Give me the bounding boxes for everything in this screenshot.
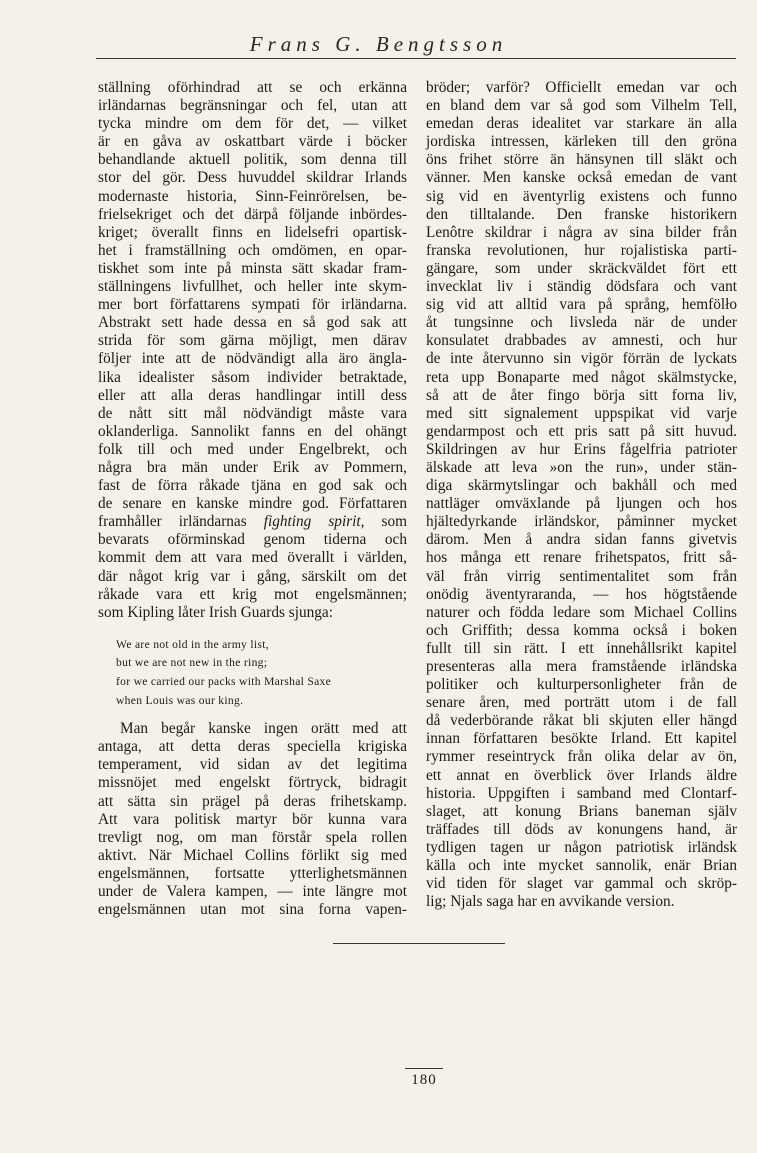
text-line: rymmer reseintryck från olika delar av ön, (426, 748, 737, 766)
text-line: franska revolutionen, hur rojalistiska parti- (426, 241, 737, 259)
text-line: sig vid att alltid vara på språng, hemfölło (426, 296, 737, 314)
text-line: bevarats oförminskad genom tiderna och (98, 531, 407, 549)
text-line: politiker och kulturpersonligheter från de (426, 676, 737, 694)
right-column (426, 79, 737, 911)
text-line: sig vid en äventyrlig existens och funno (426, 187, 737, 205)
text-line: gängare, som under skräckväldet fört ett (426, 259, 737, 277)
poem-line: We are not old in the army list, (116, 637, 269, 651)
text-line: kommit dem att vara med överallt i världen, (98, 549, 407, 567)
text-line: gendarmpost och ett pris satt på sitt huvud. (426, 422, 737, 440)
text-line: engelsmännen, fortsatte ytterlighetsmännen (98, 864, 407, 882)
text-line: tiskhet som inte på minsta sätt skadar fram- (98, 259, 407, 277)
text-line: bröder; varför? Officiellt emedan var och (426, 79, 737, 96)
text-line: mer bort författarens sympati för irländarna. (98, 296, 407, 314)
poem-line: for we carried our packs with Marshal Saxe (116, 675, 332, 688)
text-line: strida för som gärna möjligt, men därav (98, 332, 407, 350)
text-line: innan författaren besökte Irland. Ett kapitel (426, 730, 737, 748)
text-line: därom. Men å andra sidan fanns givetvis (426, 531, 737, 549)
text-line: några bra män under Erik av Pommern, (98, 458, 407, 476)
text-line: en bland dem var så god som Vilhelm Tell, (426, 97, 737, 115)
text-line: öns frihet större än hänsynen till släkt och (426, 151, 737, 169)
text-line: diga skärmytslingar och bakhåll och med (426, 477, 737, 495)
text-fragment: som (364, 513, 407, 531)
running-head-author: Frans G. Bengtsson (249, 32, 508, 56)
text-line: jordiska intressen, kärleken till den gröna (426, 133, 737, 151)
text-line: nattläger omväxlande på ljungen och hos (426, 495, 737, 513)
left-paragraph-1 (98, 79, 407, 622)
text-line: fast de förra råkade tjäna en god sak och (98, 477, 407, 495)
text-line: då vederbörande råkat bli skjuten eller hängd (426, 712, 737, 730)
text-line: tydligen tagen ur någon patriotisk irländsk (426, 838, 737, 856)
text-line: källa och inte mycket sannolik, enär Brian (426, 857, 737, 875)
text-fragment: framhåller irländarnas (98, 513, 264, 531)
page-number: 180 (411, 1072, 437, 1088)
text-line: het i framställning och omdömen, en opar- (98, 241, 407, 259)
text-line: lig; Njals saga har en avvikande version. (426, 893, 675, 911)
text-line: älskade att leva »on the run», under stän- (426, 458, 737, 476)
text-line: irländarnas begränsningar och fel, utan att (98, 97, 407, 115)
text-line: är en gåva av oskattbart värde i böcker (98, 133, 407, 151)
right-paragraph (426, 79, 737, 911)
text-line: behandlande aktuell politik, som denna till (98, 151, 407, 169)
text-line: Abstrakt sett hade dessa en så god sak att (98, 314, 407, 332)
text-line: aktivt. När Michael Collins förlikt sig med (98, 846, 407, 864)
text-line: engelsmännen utan mot sina forna vapen- (98, 901, 407, 919)
text-line: Skildringen av hur Erins fågelfria patrioter (426, 440, 737, 458)
text-line: Lenôtre skildrar i några av sina bilder från (426, 223, 737, 241)
text-line: stor del gör. Dess huvuddel skildrar Irlands (98, 169, 407, 187)
text-line: oklanderliga. Sannolikt fanns en del ohängt (98, 422, 407, 440)
text-line: konsulatet drabbades av amnesti, och hur (426, 332, 737, 350)
text-line: onödig äventyraranda, — hos högtstående (426, 585, 737, 603)
text-line: missnöjet med engelskt förtryck, bidragit (98, 774, 407, 792)
text-line: så att de åter fingo börja sitt forna liv, (426, 386, 737, 404)
text-line: hjältedyrkande irländskor, påminner mycket (426, 513, 737, 531)
text-line: slaget, att konung Brians baneman själv (426, 802, 737, 820)
text-line: de senare en kanske mindre god. Författaren (98, 495, 407, 513)
poem-line: but we are not new in the ring; (116, 656, 268, 670)
text-line: vänner. Men kanske också emedan de vant (426, 169, 737, 187)
left-column (98, 79, 407, 919)
text-line: Man begår kanske ingen orätt med att (120, 720, 407, 738)
article-end-rule (333, 943, 505, 944)
text-line: som Kipling låter Irish Guards sjunga: (98, 603, 333, 621)
text-line: Att vara politisk martyr bör kunna vara (98, 810, 407, 828)
text-line: presenteras alla mera framstående irländska (426, 658, 737, 675)
text-line: trevligt nog, om man förstår spela rollen (98, 828, 407, 846)
text-line: reta upp Bonaparte med något skälmstycke, (426, 368, 737, 386)
text-line: råkade vara ett krig mot engelsmännen; (98, 585, 407, 603)
text-line: invecklat liv i ständig dödsfara och vant (426, 278, 737, 296)
text-line: frielsekriget och det därpå följande inbördes- (98, 205, 407, 223)
header-rule (96, 58, 736, 59)
text-line: ett annat en överblick över Irlands äldre (426, 766, 737, 784)
text-line: naturer och födda ledare som Michael Collins (426, 603, 737, 621)
text-line-with-italic (98, 513, 407, 531)
text-line: antaga, att detta deras speciella krigiska (98, 738, 407, 756)
text-line: följer inte att de nödvändigt alla äro ängla- (98, 350, 407, 368)
text-line: de inte återvunno sin vigör förrän de lyckats (426, 350, 737, 368)
text-line: att sätta sin prägel på deras frihetskamp. (98, 792, 407, 810)
text-line: temperament, vid sidan av det legitima (98, 756, 407, 774)
text-line: och Griffith; dessa komma också i boken (426, 621, 737, 639)
text-line: träffades till döds av konungens hand, är (426, 820, 737, 838)
page-number-rule (405, 1068, 443, 1069)
text-line: senare åren, med porträtt utom i de fall (426, 694, 737, 712)
text-line: väl från virrig sentimentalitet som från (426, 567, 737, 585)
left-paragraph-2 (98, 720, 407, 919)
text-line: de nått sitt mål nödvändigt måste vara (98, 404, 407, 422)
text-line: där något krig var i gång, särskilt om det (98, 567, 407, 585)
text-line: åt tungsinne och livsleda när de under (426, 314, 737, 332)
text-line: ställningens livfullhet, och heller inte skym- (98, 278, 407, 296)
text-line: modernaste historia, Sinn-Feinrörelsen, be- (98, 187, 407, 205)
text-line: under de Valera kampen, — inte längre mot (98, 883, 407, 901)
poem-line: when Louis was our king. (116, 693, 244, 707)
text-line: vid tiden för slaget var gammal och skröp- (426, 875, 737, 893)
text-line: den tilltalande. Den franske historikern (426, 205, 737, 223)
text-line: historia. Uppgiften i samband med Clontarf- (426, 784, 737, 802)
text-line: fullt till sin rätt. I ett innehållsrikt kapitel (426, 639, 737, 657)
text-line: ställning oförhindrad att se och erkänna (98, 79, 407, 96)
text-line: kriget; överallt finns en lidelsefri opartisk- (98, 223, 407, 241)
text-line: med sitt signalement uppspikat vid varje (426, 404, 737, 422)
text-line: folk till och med under Engelbrekt, och (98, 440, 407, 458)
text-line: emedan deras idealitet var starkare än alla (426, 115, 737, 133)
kipling-poem (116, 636, 407, 710)
text-line: eller att alla deras handlingar intill dess (98, 386, 407, 404)
text-line: tycka mindre om dem för det, — vilket (98, 115, 407, 133)
text-line: hos många ett renare frihetspatos, fritt så- (426, 549, 737, 567)
italic-phrase: fighting spirit, (263, 513, 365, 531)
text-line: lika idealister såsom individer betraktade, (98, 368, 407, 386)
